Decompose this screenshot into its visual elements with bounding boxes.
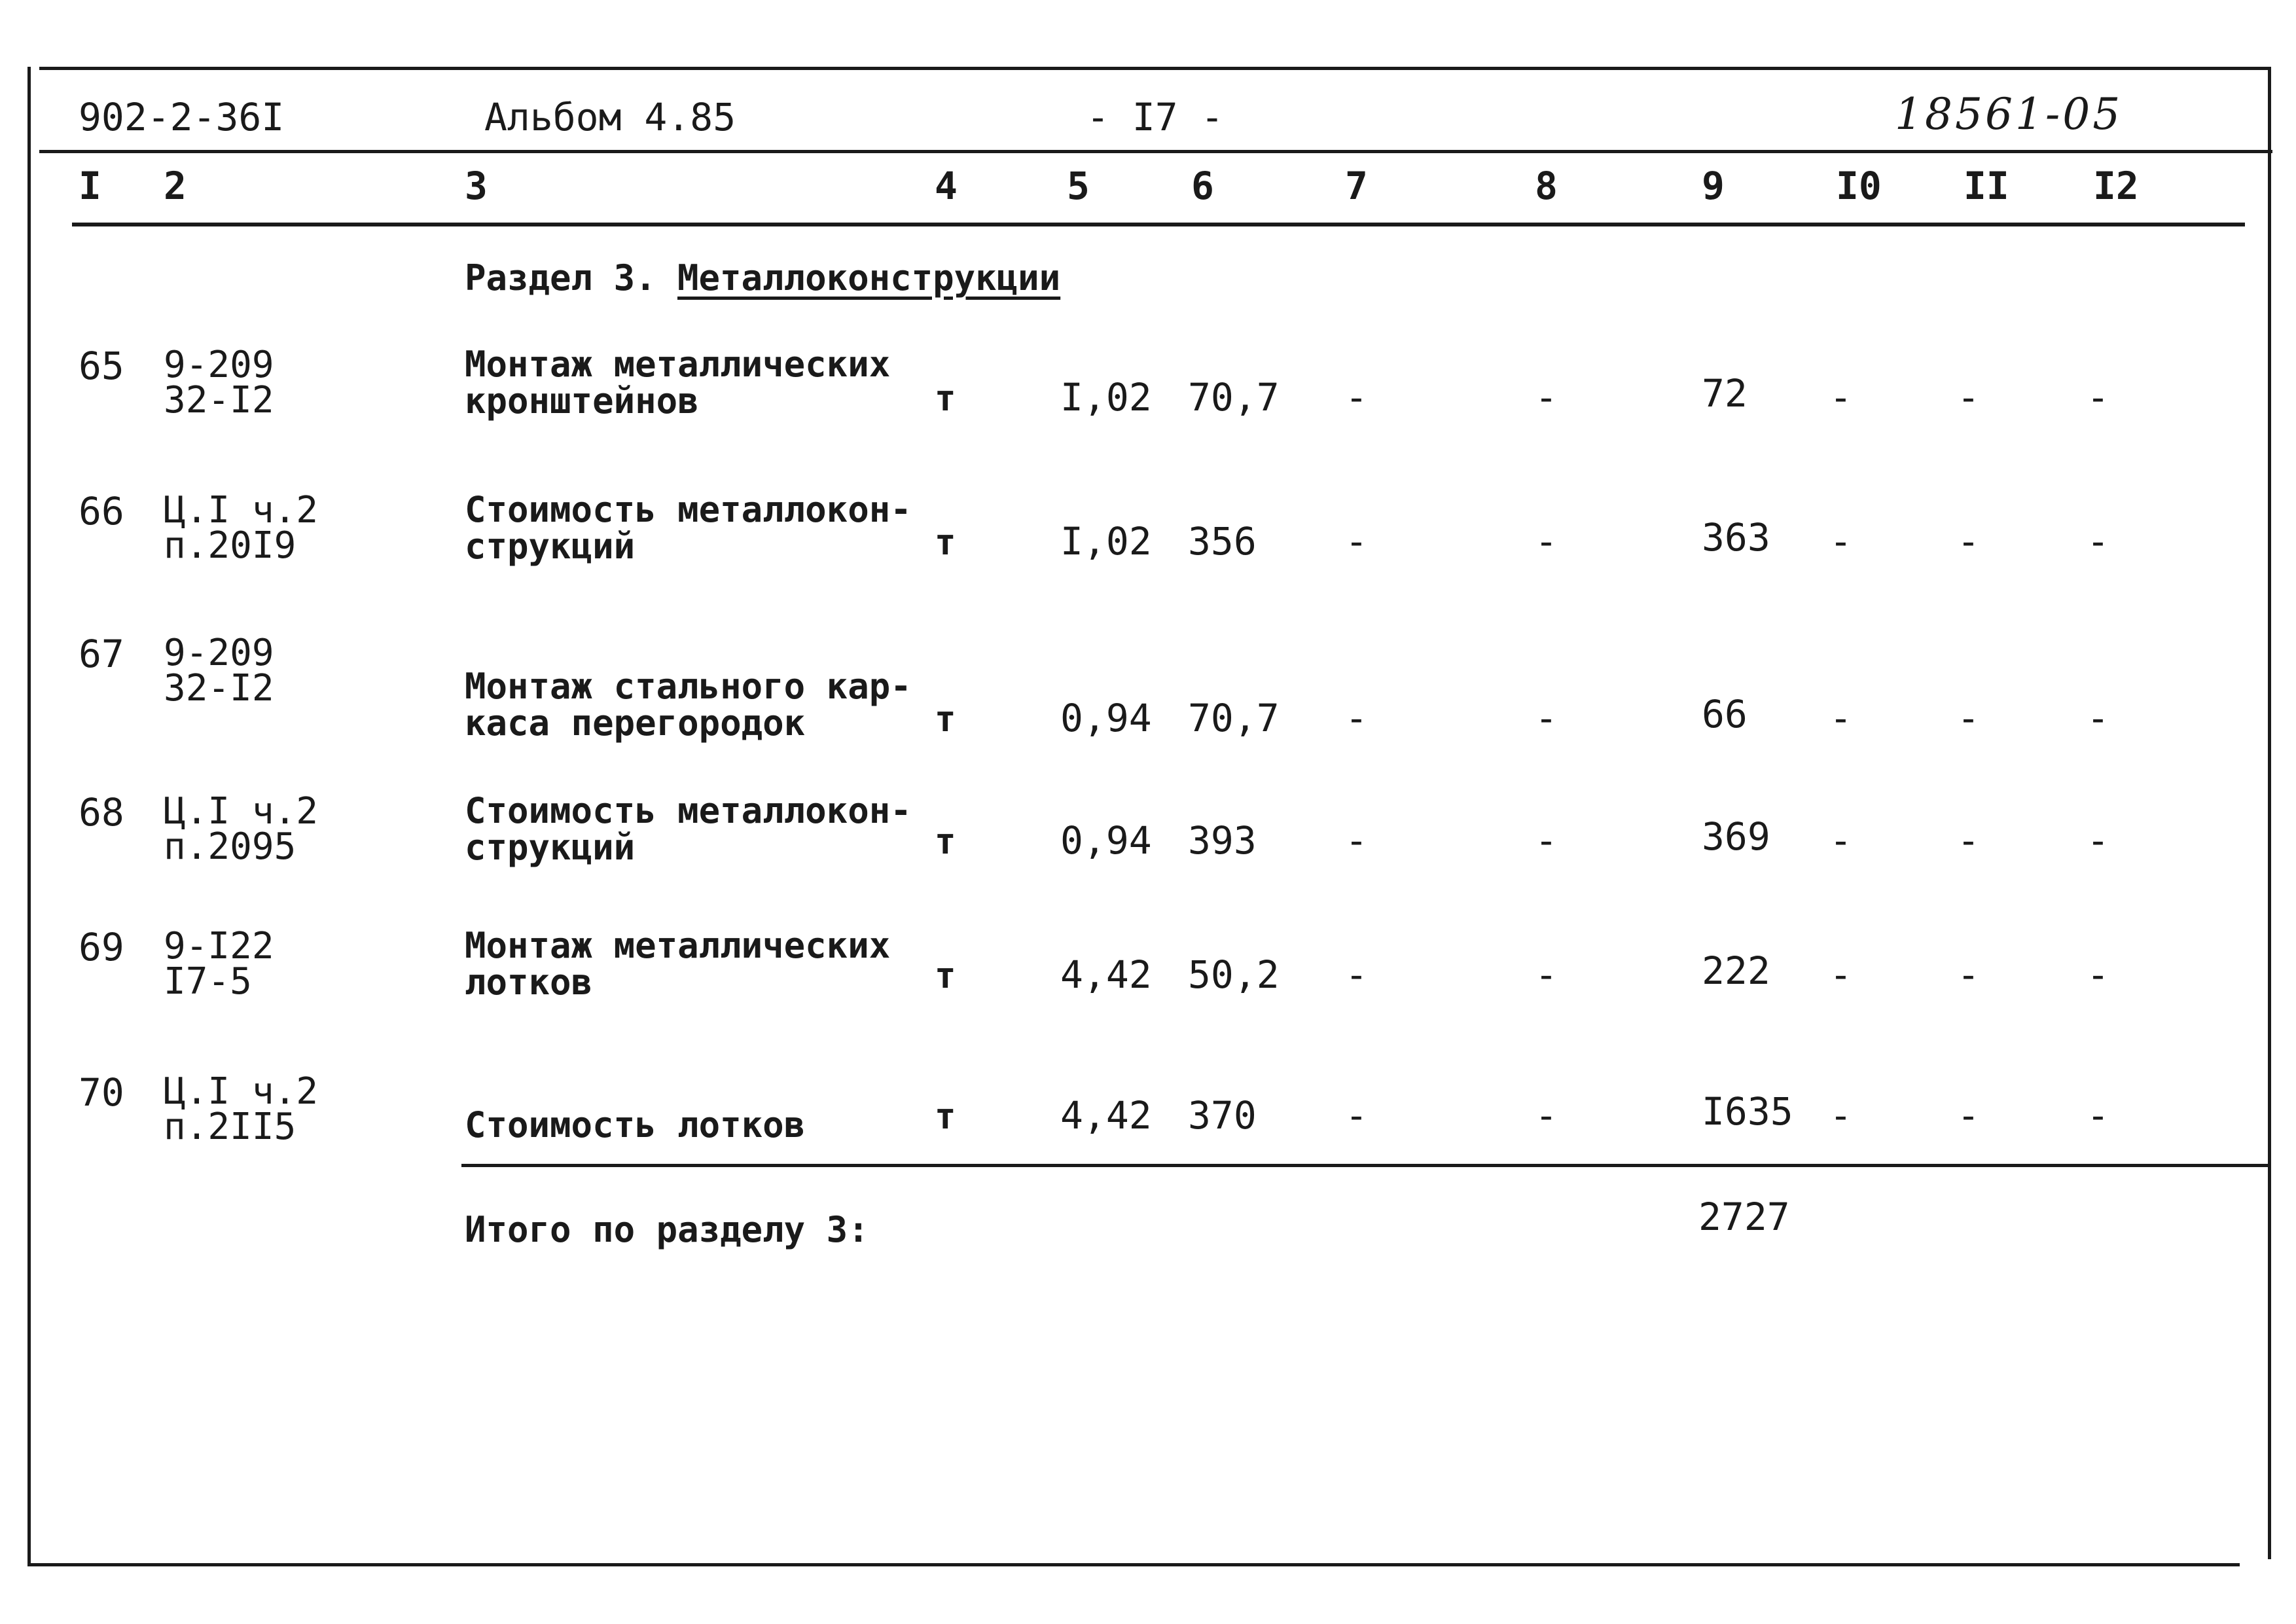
norm-code: 9-209 [164,344,274,386]
work-description: лотков [465,962,593,1003]
norm-code: 9-209 [164,632,274,674]
work-description: Стоимость лотков [465,1104,806,1146]
cost-cell: 222 [1702,948,1770,993]
row-number: 70 [79,1070,124,1115]
album-label: Альбом 4.85 [484,95,736,139]
col12-cell: - [2087,375,2109,420]
quantity-cell: 4,42 [1060,952,1152,997]
section-total-value: 2727 [1698,1195,1790,1239]
quantity-cell: I,02 [1060,519,1152,564]
col8-cell: - [1535,696,1558,740]
norm-code: п.2095 [164,825,296,868]
left-border [27,67,31,1566]
unit-cell: т [935,378,956,419]
work-description: Монтаж металлических [465,344,891,385]
column-header-12: I2 [2093,164,2139,208]
cost-cell: 72 [1702,371,1748,416]
norm-code: 32-I2 [164,379,274,422]
col7-cell: - [1345,519,1368,564]
section-total-label: Итого по разделу 3: [465,1209,869,1250]
inventory-stamp: 18561-05 [1895,89,2123,139]
unit-price-cell: 70,7 [1188,696,1280,740]
quantity-cell: I,02 [1060,375,1152,420]
unit-cell: т [935,522,956,563]
unit-price-cell: 356 [1188,519,1257,564]
column-header-10: I0 [1836,164,1882,208]
norm-code: 9-I22 [164,925,274,967]
norm-code: п.2II5 [164,1106,296,1148]
work-description: каса перегородок [465,702,806,744]
unit-price-cell: 50,2 [1188,952,1280,997]
col7-cell: - [1345,952,1368,997]
document-code: 902-2-36I [79,95,285,139]
column-header-rule [72,223,2245,226]
norm-code: Ц.I ч.2 [164,489,319,532]
col8-cell: - [1535,952,1558,997]
col10-cell: - [1829,375,1852,420]
unit-price-cell: 393 [1188,818,1257,863]
col7-cell: - [1345,696,1368,740]
column-header-8: 8 [1535,164,1558,208]
col7-cell: - [1345,818,1368,863]
column-header-11: II [1964,164,2009,208]
cost-cell: 363 [1702,515,1770,560]
right-border [2268,67,2271,1559]
col10-cell: - [1829,1093,1852,1138]
unit-price-cell: 70,7 [1188,375,1280,420]
norm-code: I7-5 [164,960,252,1003]
column-header-4: 4 [935,164,958,208]
col8-cell: - [1535,1093,1558,1138]
col8-cell: - [1535,818,1558,863]
norm-code: Ц.I ч.2 [164,790,319,833]
col7-cell: - [1345,1093,1368,1138]
col10-cell: - [1829,952,1852,997]
norm-code: 32-I2 [164,667,274,710]
section-name: Металлоконструкции [677,257,1061,298]
work-description: Монтаж металлических [465,925,891,966]
col11-cell: - [1957,952,1980,997]
top-border [39,67,2271,70]
column-header-5: 5 [1067,164,1090,208]
col8-cell: - [1535,375,1558,420]
cost-cell: I635 [1702,1089,1793,1134]
col11-cell: - [1957,375,1980,420]
bottom-border [27,1563,2240,1566]
col12-cell: - [2087,818,2109,863]
col11-cell: - [1957,519,1980,564]
col12-cell: - [2087,952,2109,997]
quantity-cell: 0,94 [1060,696,1152,740]
section-label: Раздел 3. [465,257,656,298]
norm-code: Ц.I ч.2 [164,1070,319,1113]
unit-cell: т [935,955,956,996]
unit-cell: т [935,1096,956,1137]
column-header-3: 3 [465,164,488,208]
row-number: 66 [79,489,124,533]
cost-cell: 369 [1702,814,1770,859]
col10-cell: - [1829,818,1852,863]
quantity-cell: 0,94 [1060,818,1152,863]
work-description: Стоимость металлокон- [465,489,912,530]
col12-cell: - [2087,1093,2109,1138]
col8-cell: - [1535,519,1558,564]
work-description: струкций [465,526,636,567]
work-description: струкций [465,827,636,868]
column-header-6: 6 [1191,164,1214,208]
col7-cell: - [1345,375,1368,420]
total-rule [461,1164,2268,1167]
column-header-9: 9 [1702,164,1725,208]
column-header-2: 2 [164,164,187,208]
work-description: кронштейнов [465,380,699,422]
unit-cell: т [935,821,956,862]
unit-cell: т [935,698,956,740]
col11-cell: - [1957,818,1980,863]
column-header-1: I [79,164,101,208]
page-number: - I7 - [1086,95,1224,139]
row-number: 67 [79,632,124,676]
work-description: Стоимость металлокон- [465,790,912,831]
cost-cell: 66 [1702,692,1748,736]
col10-cell: - [1829,696,1852,740]
col11-cell: - [1957,1093,1980,1138]
row-number: 65 [79,344,124,388]
col10-cell: - [1829,519,1852,564]
col11-cell: - [1957,696,1980,740]
row-number: 68 [79,790,124,835]
unit-price-cell: 370 [1188,1093,1257,1138]
col12-cell: - [2087,519,2109,564]
norm-code: п.20I9 [164,524,296,567]
row-number: 69 [79,925,124,969]
header-rule [39,150,2272,153]
col12-cell: - [2087,696,2109,740]
work-description: Монтаж стального кар- [465,666,912,707]
column-header-7: 7 [1345,164,1368,208]
quantity-cell: 4,42 [1060,1093,1152,1138]
